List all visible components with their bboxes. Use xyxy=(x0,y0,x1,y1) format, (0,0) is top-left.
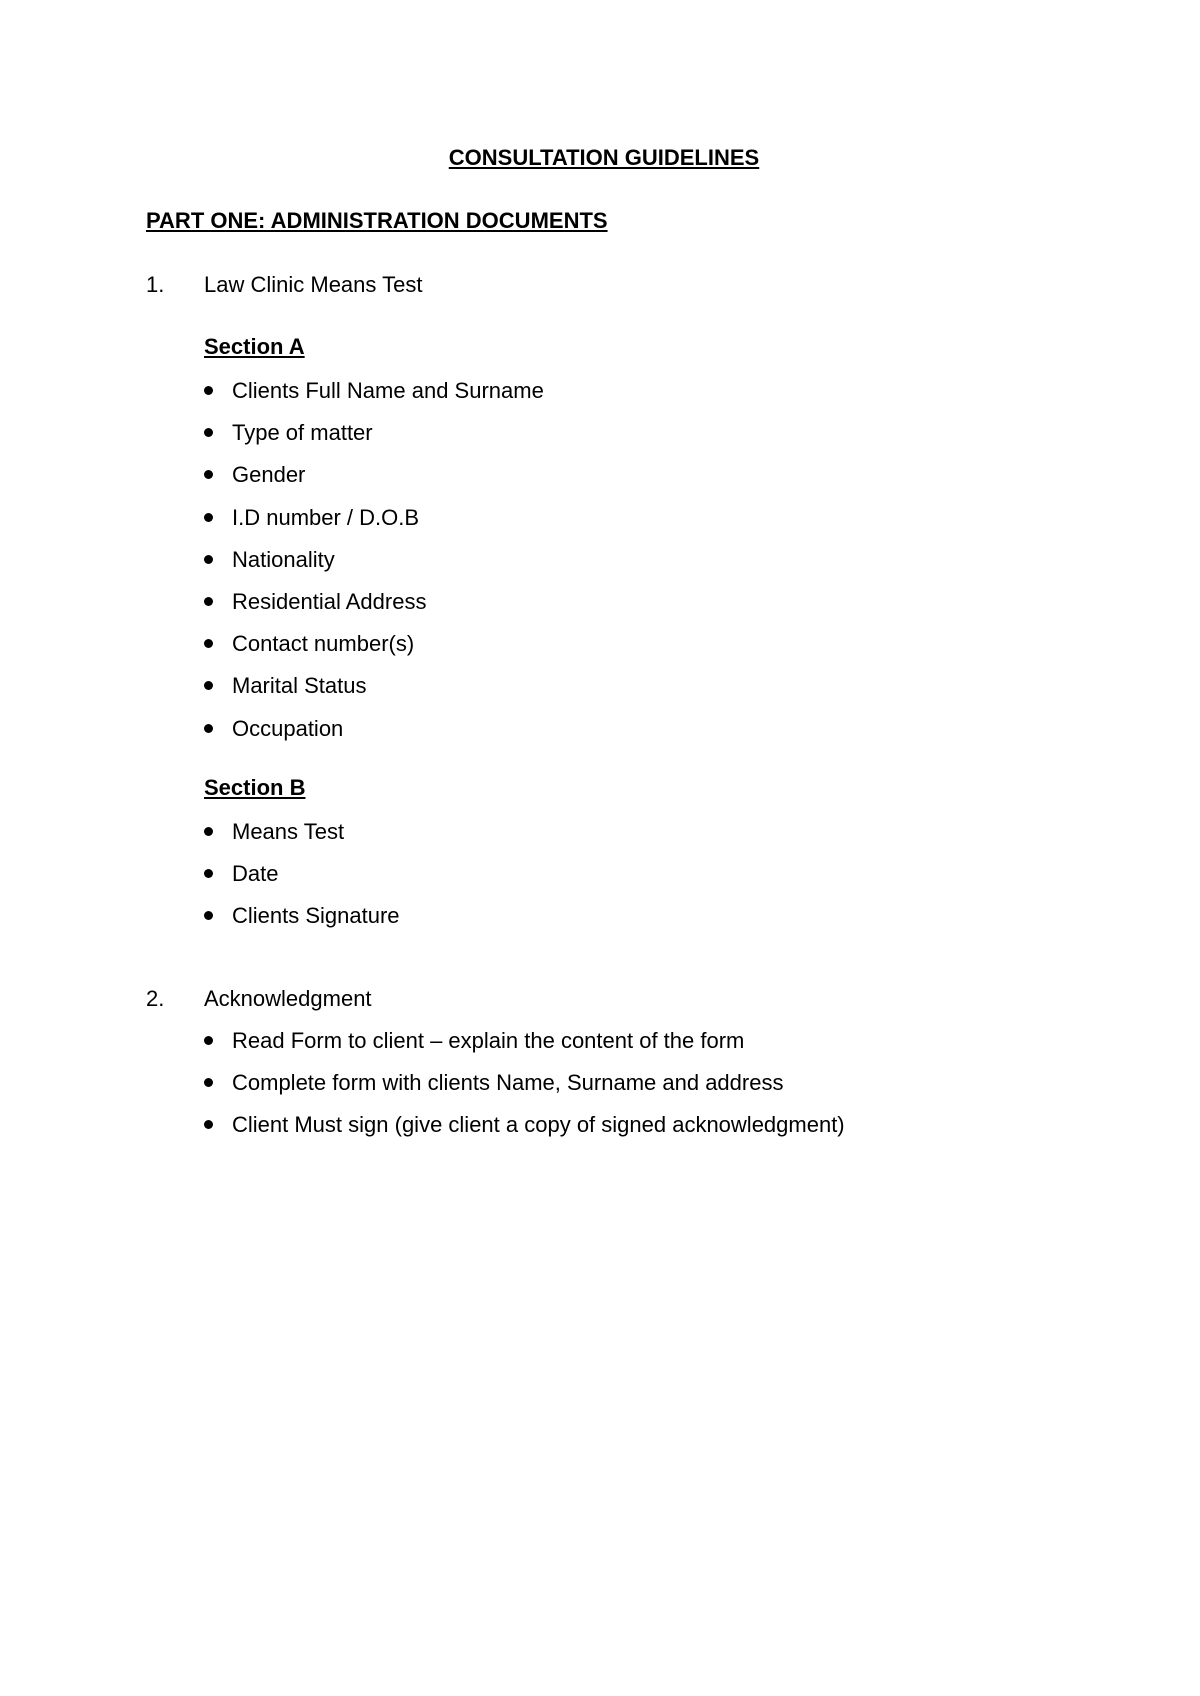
list-item-text: Residential Address xyxy=(232,588,427,614)
bullet-icon xyxy=(204,639,213,648)
list-item-text: Occupation xyxy=(232,715,344,741)
list-item-text: Clients Signature xyxy=(232,903,400,929)
list-item xyxy=(204,461,544,503)
list-item-text: Nationality xyxy=(232,546,335,572)
list-item-text: I.D number / D.O.B xyxy=(232,504,420,530)
list-item xyxy=(204,860,400,902)
list-item-text: Client Must sign (give client a copy of signed acknowledgment) xyxy=(232,1112,845,1138)
item-label: Acknowledgment xyxy=(204,986,372,1011)
item-number: 2. xyxy=(146,986,165,1011)
bullet-icon xyxy=(204,1078,213,1087)
bullet-icon xyxy=(204,869,213,878)
list-item-text: Complete form with clients Name, Surname and address xyxy=(232,1070,784,1096)
list-item-text: Means Test xyxy=(232,819,345,844)
acknowledgment-list xyxy=(204,1027,845,1154)
list-item xyxy=(204,504,544,546)
list-item xyxy=(204,818,400,860)
bullet-icon xyxy=(204,1036,213,1045)
document-title xyxy=(0,144,1200,172)
bullet-icon xyxy=(204,724,213,733)
section-b-heading: Section B xyxy=(204,775,306,800)
bullet-icon xyxy=(204,1120,213,1129)
list-item xyxy=(204,1111,845,1153)
bullet-icon xyxy=(204,428,213,437)
list-item-text: Clients Full Name and Surname xyxy=(232,378,544,403)
list-item xyxy=(204,902,400,944)
list-item-text: Type of matter xyxy=(232,420,373,446)
bullet-icon xyxy=(204,555,213,564)
bullet-icon xyxy=(204,386,213,395)
list-item xyxy=(204,377,544,419)
list-item xyxy=(204,1027,845,1069)
section-a-list xyxy=(204,377,544,757)
list-item-text: Gender xyxy=(232,462,306,488)
bullet-icon xyxy=(204,597,213,606)
list-item-text: Contact number(s) xyxy=(232,631,415,657)
item-label: Law Clinic Means Test xyxy=(204,272,423,297)
numbered-item-1 xyxy=(146,271,422,299)
bullet-icon xyxy=(204,911,213,920)
list-item xyxy=(204,1069,845,1111)
list-item xyxy=(204,672,544,714)
list-item xyxy=(204,419,544,461)
item-number: 1. xyxy=(146,272,165,297)
numbered-item-2 xyxy=(146,985,372,1013)
list-item xyxy=(204,546,544,588)
section-b-list xyxy=(204,818,400,945)
list-item-text: Date xyxy=(232,861,279,887)
document-title-text: CONSULTATION GUIDELINES xyxy=(448,145,760,170)
part-heading: PART ONE: ADMINISTRATION DOCUMENTS xyxy=(146,208,608,233)
list-item-text: Marital Status xyxy=(232,673,367,699)
bullet-icon xyxy=(204,513,213,522)
bullet-icon xyxy=(204,827,213,836)
bullet-icon xyxy=(204,470,213,479)
list-item-text: Read Form to client – explain the content of the form xyxy=(232,1028,745,1053)
bullet-icon xyxy=(204,681,213,690)
list-item xyxy=(204,588,544,630)
list-item xyxy=(204,630,544,672)
list-item xyxy=(204,715,544,757)
section-a-heading: Section A xyxy=(204,334,305,359)
